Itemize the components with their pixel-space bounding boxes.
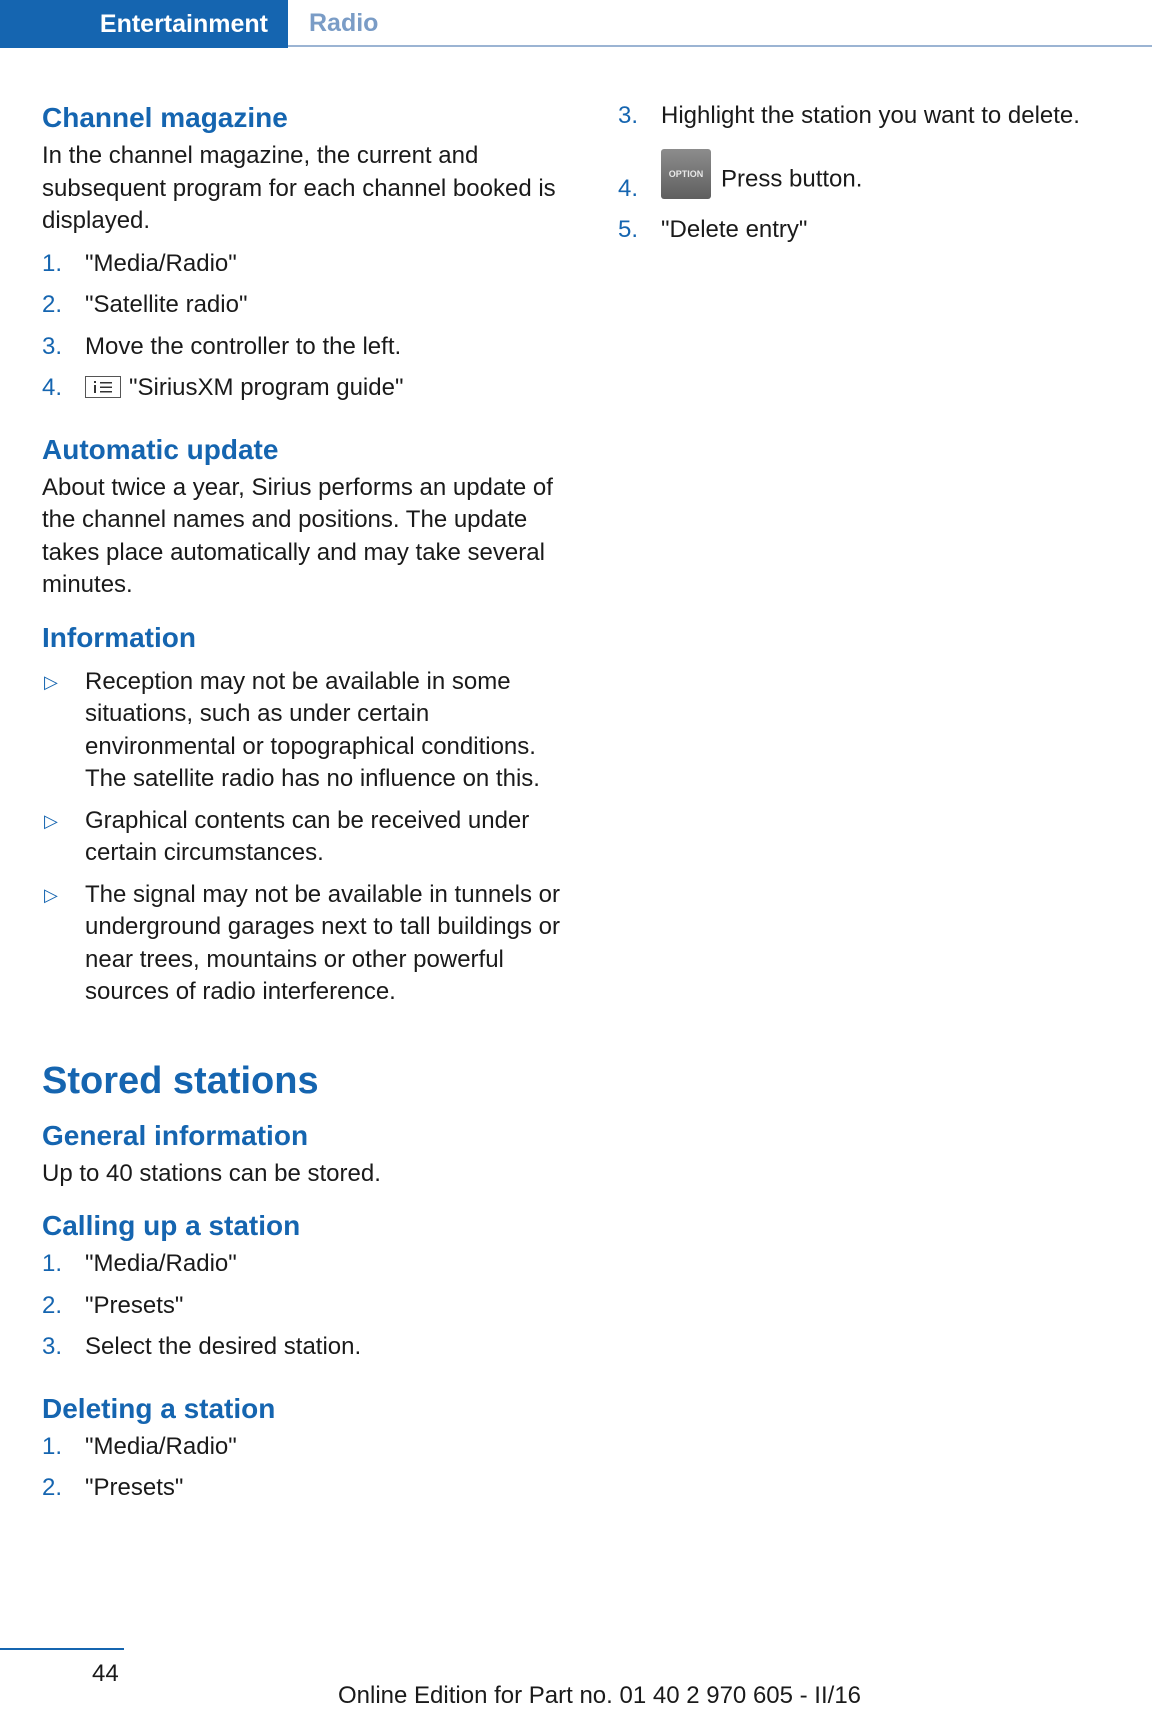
step-text: "SiriusXM program guide" (129, 374, 404, 401)
step-number: 1. (42, 1250, 63, 1277)
list-item (618, 214, 1128, 247)
heading-stored-stations: Stored stations (42, 1059, 319, 1102)
step-number: 1. (42, 249, 63, 277)
step-text: "Delete entry" (661, 215, 808, 243)
step-number: 1. (42, 1432, 63, 1460)
list-item (42, 805, 582, 870)
step-number: 2. (42, 291, 63, 318)
step-text: "Presets" (85, 1291, 184, 1319)
step-text: Highlight the station you want to delete. (661, 102, 1080, 129)
list-item (618, 155, 1128, 205)
heading-deleting-station: Deleting a station (42, 1392, 276, 1424)
header-rule (288, 45, 1152, 47)
bullet-text: Reception may not be available in some situations, such as under certain environmental or topographical conditions. The satellite radio has no influence on this. (85, 667, 540, 792)
bullet-triangle-icon: ▷ (44, 671, 58, 692)
option-button-icon: OPTION (661, 149, 711, 199)
list-item (42, 879, 582, 1009)
automatic-update-text: About twice a year, Sirius performs an update of the channel names and positions. The update takes place automatically and may take several minutes. (42, 473, 553, 598)
step-number: 3. (42, 332, 63, 360)
step-text: "Presets" (85, 1474, 184, 1501)
list-item (42, 1472, 582, 1505)
channel-magazine-steps (42, 248, 582, 405)
right-column (618, 100, 1128, 255)
step-number: 5. (618, 215, 639, 243)
left-column (42, 100, 582, 1514)
list-item (42, 331, 582, 364)
step-number: 4. (618, 174, 639, 202)
heading-information: Information (42, 621, 196, 653)
step-number: 3. (42, 1333, 63, 1360)
bullet-text: The signal may not be available in tunnels or underground garages next to tall buildings or near trees, mountains or other powerful sources of radio interference. (85, 880, 560, 1005)
step-text: Select the desired station. (85, 1333, 362, 1360)
step-number: 2. (42, 1291, 63, 1319)
list-item (42, 1248, 582, 1281)
calling-steps (42, 1248, 582, 1364)
step-number: 4. (42, 374, 63, 401)
step-number: 2. (42, 1474, 63, 1501)
deleting-steps-part2 (618, 100, 1128, 246)
section-tab-radio: Radio (309, 8, 379, 37)
list-item (42, 1331, 582, 1364)
heading-calling-up-station: Calling up a station (42, 1210, 301, 1241)
step-text: "Media/Radio" (85, 1432, 237, 1460)
heading-general-information: General information (42, 1119, 309, 1151)
information-bullets (42, 666, 582, 1009)
list-item (42, 1431, 582, 1464)
step-text: "Satellite radio" (85, 291, 248, 318)
step-text: Press button. (721, 164, 863, 192)
general-information-text: Up to 40 stations can be stored. (42, 1159, 381, 1187)
heading-automatic-update: Automatic update (42, 433, 279, 465)
bullet-triangle-icon: ▷ (44, 810, 58, 831)
step-text: "Media/Radio" (85, 1250, 237, 1277)
heading-channel-magazine: Channel magazine (42, 102, 288, 133)
step-number: 3. (618, 102, 639, 129)
bullet-triangle-icon: ▷ (44, 884, 58, 905)
list-item (42, 1290, 582, 1323)
bullet-text: Graphical contents can be received under certain circumstances. (85, 806, 530, 866)
page-number: 44 (92, 1660, 119, 1687)
list-item (42, 289, 582, 322)
list-item (42, 666, 582, 796)
footer-rule (0, 1648, 124, 1650)
page-header (0, 0, 1152, 48)
deleting-steps-part1 (42, 1431, 582, 1505)
list-item (42, 372, 582, 405)
info-list-icon (85, 376, 121, 398)
list-item (42, 248, 582, 281)
edition-note: Online Edition for Part no. 01 40 2 970 605 - II/16 (338, 1682, 862, 1709)
channel-magazine-text: In the channel magazine, the current and subsequent program for each channel booked is displayed. (42, 142, 556, 234)
step-text: "Media/Radio" (85, 249, 237, 277)
step-text: Move the controller to the left. (85, 332, 402, 360)
chapter-tab-entertainment: Entertainment (0, 0, 288, 48)
list-item (618, 100, 1128, 133)
